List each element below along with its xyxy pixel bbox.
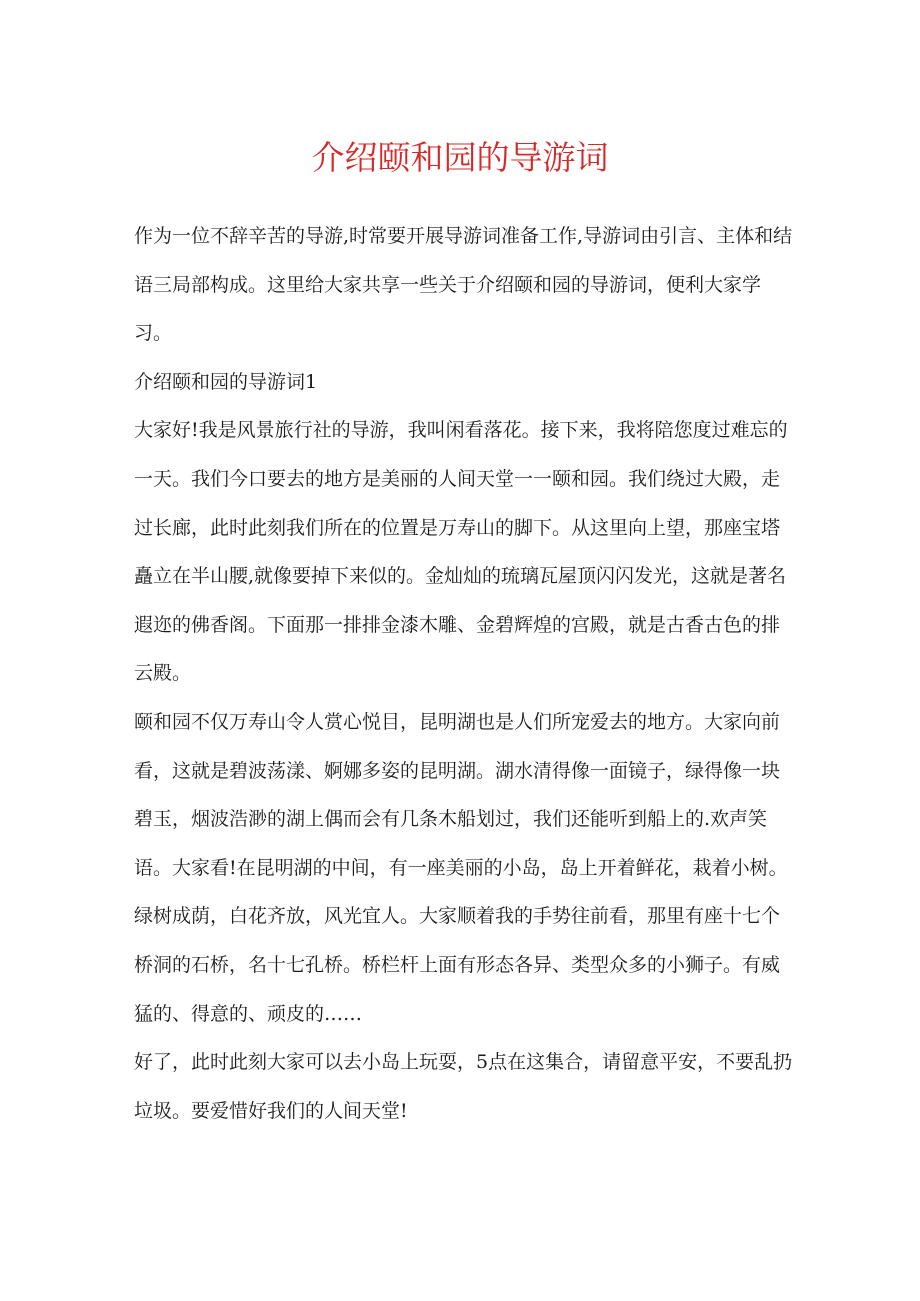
section-heading: 介绍颐和园的导游词1 [134,370,318,393]
closing-paragraph: 好了，此时此刻大家可以去小岛上玩耍，5点在这集合，请留意平安，不要乱扔垃圾。要爱惜好我们的人间天堂! [134,1051,793,1122]
document-title: 介绍颐和园的导游词 [311,138,609,177]
document-body [134,212,794,1135]
body-paragraph-1: 大家好!我是风景旅行社的导游，我叫闲看落花。接下来，我将陪您度过难忘的一天。我们今口要去的地方是美丽的人间天堂一一颐和园。我们绕过大殿，走过长廊，此时此刻我们所在的位置是万寿山的脚下。从这里向上望，那座宝塔矗立在半山腰,就像要掉下来似的。金灿灿的琉璃瓦屋顶闪闪发光，这就是著名遐迩的佛香阁。下面那一排排金漆木雕、金碧辉煌的宫殿，就是古香古色的排云殿。 [134,419,788,685]
body-paragraph-2: 颐和园不仅万寿山令人赏心悦目，昆明湖也是人们所宠爱去的地方。大家向前看，这就是碧波荡漾、婀娜多姿的昆明湖。湖水清得像一面镜子，绿得像一块碧玉，烟波浩渺的湖上偶而会有几条木船划过，我们还能听到船上的.欢声笑语。大家看!在昆明湖的中间，有一座美丽的小岛，岛上开着鲜花，栽着小树。绿树成荫，白花齐放，风光宜人。大家顺着我的手势往前看，那里有座十七个桥洞的石桥，名十七孔桥。桥栏杆上面有形态各异、类型众多的小狮子。有威猛的、得意的、顽皮的…… [134,710,788,1025]
intro-paragraph: 作为一位不辞辛苦的导游,时常要开展导游词准备工作,导游词由引言、主体和结语三局部构成。这里给大家共享一些关于介绍颐和园的导游词，便利大家学习。 [134,225,793,345]
